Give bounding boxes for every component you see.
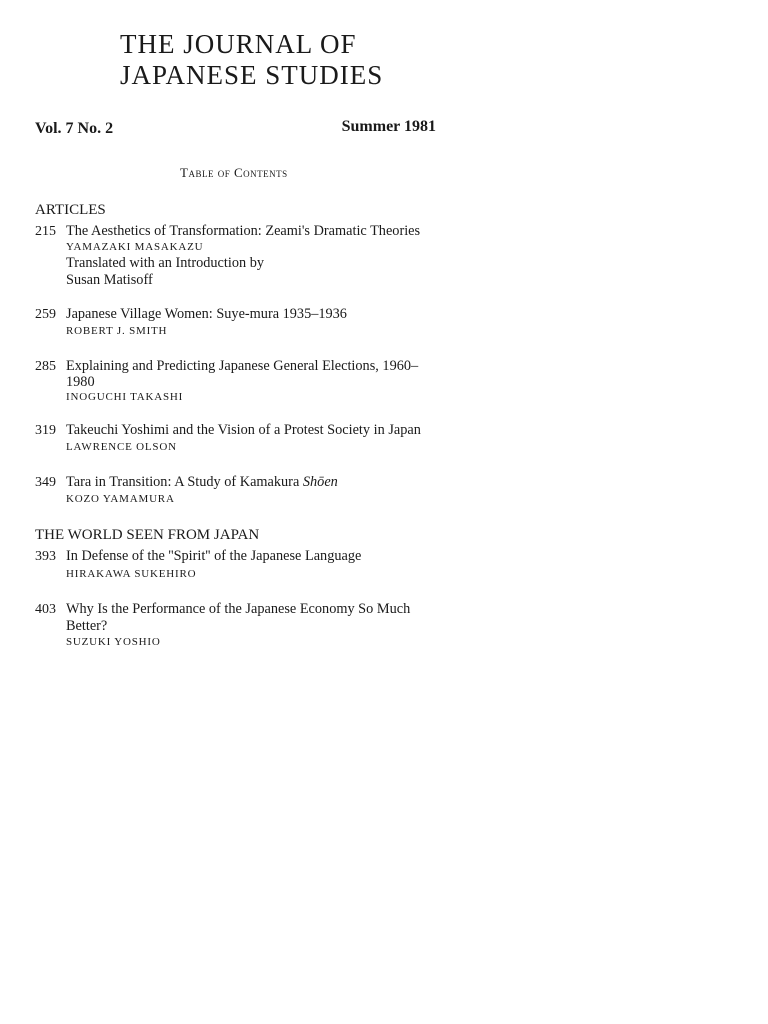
article-author: YAMAZAKI MASAKAZU: [66, 241, 204, 253]
article-title-italic: Shōen: [302, 474, 338, 490]
translator-name: Susan Matisoff: [66, 272, 153, 288]
page-number: 319: [35, 423, 56, 438]
article-title: Takeuchi Yoshimi and the Vision of a Protest Society in Japan: [66, 422, 421, 438]
page-number: 285: [35, 359, 56, 374]
volume-number: Vol. 7 No. 2: [35, 120, 114, 137]
page-number: 259: [35, 307, 56, 322]
article-author: HIRAKAWA SUKEHIRO: [66, 568, 197, 580]
page-number: 403: [35, 602, 56, 617]
article-title: In Defense of the ''Spirit'' of the Japanese Language: [66, 548, 362, 564]
translator-note: Translated with an Introduction by: [66, 255, 265, 271]
article-author: INOGUCHI TAKASHI: [66, 391, 184, 403]
article-author: SUZUKI YOSHIO: [66, 636, 161, 648]
page-number: 393: [35, 549, 56, 564]
toc-heading: Table of Contents: [180, 165, 288, 180]
article-title-cont: Better?: [66, 618, 108, 634]
article-title: [66, 475, 338, 489]
article-title: Explaining and Predicting Japanese General Elections, 1960–: [66, 358, 419, 374]
article-title-cont: 1980: [66, 374, 95, 390]
section-heading-articles: ARTICLES: [35, 202, 106, 218]
article-title-text: Tara in Transition: A Study of Kamakura: [66, 474, 303, 490]
section-heading-world-seen-from-japan: THE WORLD SEEN FROM JAPAN: [35, 527, 260, 543]
article-author: LAWRENCE OLSON: [66, 441, 177, 453]
article-title: Japanese Village Women: Suye-mura 1935–1936: [66, 306, 347, 322]
journal-title-line2: JAPANESE STUDIES: [120, 60, 384, 90]
journal-title-line1: THE JOURNAL OF: [120, 29, 357, 59]
article-author: KOZO YAMAMURA: [66, 493, 175, 505]
article-title: Why Is the Performance of the Japanese Economy So Much: [66, 601, 411, 617]
article-title: The Aesthetics of Transformation: Zeami's Dramatic Theories: [66, 223, 421, 239]
issue-date: Summer 1981: [341, 118, 436, 135]
page-number: 215: [35, 224, 56, 239]
page-number: 349: [35, 475, 56, 490]
article-author: ROBERT J. SMITH: [66, 325, 168, 337]
